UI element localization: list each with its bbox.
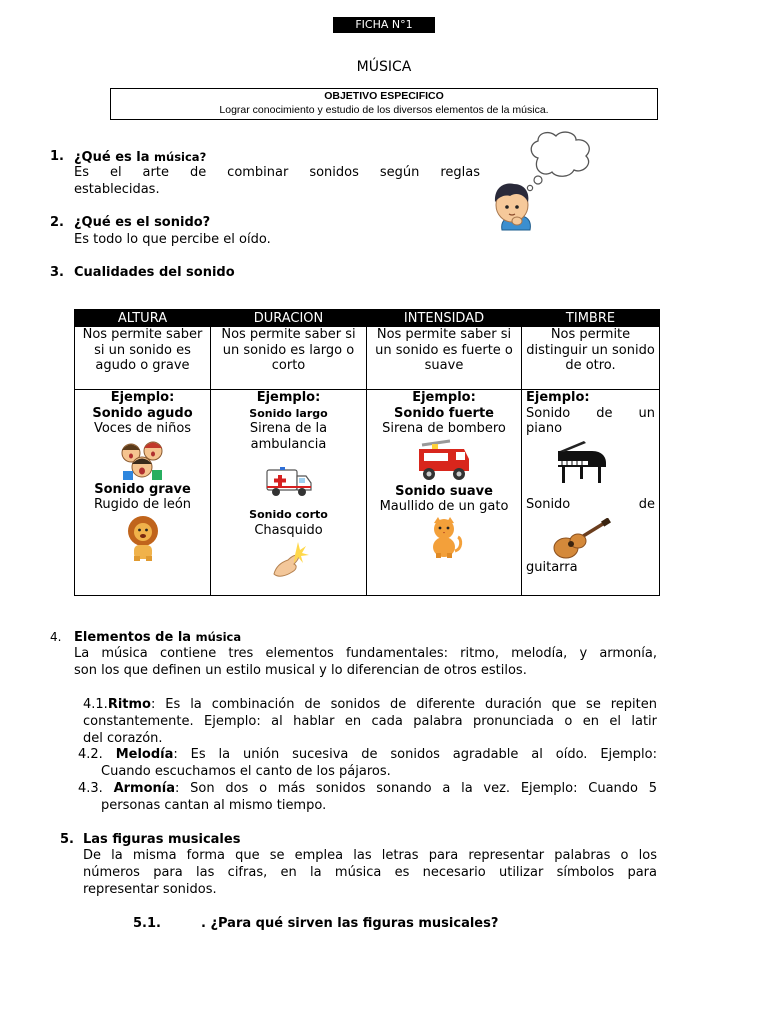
intensidad-ejemplo-label: Ejemplo: xyxy=(412,390,476,405)
q1-answer-line1: Es el arte de combinar sonidos según reglas xyxy=(74,165,480,180)
finger-snap-icon xyxy=(268,538,310,580)
cat-icon xyxy=(424,515,464,559)
sonido-largo-label: Sonido largo xyxy=(249,406,328,420)
ambulance-icon xyxy=(264,464,314,500)
q4-title-b: música xyxy=(195,630,242,644)
ritmo-line3: del corazón. xyxy=(83,731,163,746)
header-intensidad: INTENSIDAD xyxy=(367,310,522,327)
q5-line3: representar sonidos. xyxy=(83,882,217,897)
q5-number: 5. xyxy=(60,832,74,847)
sonido-agudo-label: Sonido agudo xyxy=(92,405,193,421)
fire-truck-icon xyxy=(416,439,472,483)
lion-icon xyxy=(123,513,163,563)
q1-number: 1. xyxy=(50,149,64,164)
page-title: MÚSICA xyxy=(356,59,412,75)
q5-line1: De la misma forma que se emplea las letras para representar palabras o los xyxy=(83,848,657,863)
melodia-line1 xyxy=(78,747,657,764)
q4-intro-line2: son los que definen un estilo musical y lo diferencian de otros estilos. xyxy=(74,663,527,678)
q2-number: 2. xyxy=(50,215,64,230)
sonido-largo-example: Sirena de la ambulancia xyxy=(249,421,328,452)
timbre-description: Nos permite distinguir un sonido de otro. xyxy=(522,327,660,390)
intensidad-examples xyxy=(367,390,522,596)
objetivo-title: OBJETIVO ESPECIFICO xyxy=(324,90,444,102)
q1-question-b: música? xyxy=(154,150,207,164)
timbre-ejemplo-label: Ejemplo: xyxy=(526,390,590,405)
sonido-guitarra-line2: guitarra xyxy=(526,560,578,575)
guitar-icon xyxy=(552,518,612,560)
timbre-examples xyxy=(522,390,660,596)
duracion-ejemplo-label: Ejemplo: xyxy=(256,390,321,405)
sonido-guitarra-line1: Sonido de xyxy=(526,496,655,512)
sonido-grave-label: Sonido grave xyxy=(94,481,191,497)
thinking-boy-icon xyxy=(486,130,606,242)
table-header-row xyxy=(75,310,660,327)
ritmo-label: Ritmo xyxy=(107,697,151,712)
sonido-grave-example: Rugido de león xyxy=(93,497,192,512)
sonido-agudo-example: Voces de niños xyxy=(93,421,192,436)
q5-line2: números para las cifras, en la música es necesario utilizar símbolos para xyxy=(83,865,657,880)
sonido-corto-label: Sonido corto xyxy=(249,508,328,521)
armonia-label: Armonía xyxy=(113,781,176,796)
q1-question-a: ¿Qué es la xyxy=(74,150,155,165)
table-row xyxy=(75,390,660,596)
q3-number: 3. xyxy=(50,265,64,280)
sonido-suave-example: Maullido de un gato xyxy=(379,499,509,514)
q1-answer-line2: establecidas. xyxy=(74,182,160,197)
altura-ejemplo-label: Ejemplo: xyxy=(110,390,175,405)
sound-qualities-table xyxy=(74,309,660,596)
altura-description: Nos permite saber si un sonido es agudo o grave xyxy=(75,327,211,390)
sonido-fuerte-label: Sonido fuerte xyxy=(394,405,494,421)
table-row xyxy=(75,327,660,390)
header-timbre: TIMBRE xyxy=(522,310,660,327)
sonido-piano-line2: piano xyxy=(526,421,563,436)
sonido-fuerte-example: Sirena de bombero xyxy=(382,421,506,436)
ficha-label: FICHA N°1 xyxy=(333,17,435,33)
header-duracion: DURACION xyxy=(211,310,367,327)
q2-answer: Es todo lo que percibe el oído. xyxy=(74,232,271,247)
armonia-line1 xyxy=(78,781,657,798)
q4-number: 4. xyxy=(50,630,62,644)
ritmo-line1 xyxy=(83,697,657,714)
ritmo-number: 4.1. xyxy=(83,697,108,712)
objetivo-text: Lograr conocimiento y estudio de los diversos elementos de la música. xyxy=(219,104,549,116)
melodia-number: 4.2. xyxy=(78,747,103,762)
q2-question: ¿Qué es el sonido? xyxy=(74,215,211,230)
altura-examples xyxy=(75,390,211,596)
sonido-corto-example: Chasquido xyxy=(254,522,323,538)
q5-sub-number: 5.1. xyxy=(133,916,161,931)
children-singing-icon xyxy=(118,437,168,481)
q4-title xyxy=(74,629,241,647)
sonido-suave-label: Sonido suave xyxy=(395,483,493,499)
q3-question: Cualidades del sonido xyxy=(74,265,235,280)
duracion-description: Nos permite saber si un sonido es largo o corto xyxy=(211,327,367,390)
q5-sub-question: . ¿Para qué sirven las figuras musicales? xyxy=(201,916,499,931)
armonia-line2: personas cantan al mismo tiempo. xyxy=(101,798,327,813)
ritmo-text1: : Es la combinación de sonidos de diferente duración que se repiten xyxy=(150,697,657,712)
ritmo-line2: constantemente. Ejemplo: al hablar en cada palabra pronunciada o en el latir xyxy=(83,714,657,729)
header-altura: ALTURA xyxy=(75,310,211,327)
q5-title: Las figuras musicales xyxy=(83,832,241,847)
objetivo-box xyxy=(110,88,658,120)
armonia-number: 4.3. xyxy=(78,781,103,796)
armonia-text1: : Son dos o más sonidos sonando a la vez. Ejemplo: Cuando 5 xyxy=(175,781,657,796)
q4-title-a: Elementos de la xyxy=(74,630,196,645)
duracion-examples xyxy=(211,390,367,596)
melodia-label: Melodía xyxy=(115,747,174,762)
q1-question xyxy=(74,149,206,167)
q4-intro-line1: La música contiene tres elementos fundamentales: ritmo, melodía, y armonía, xyxy=(74,646,657,661)
melodia-line2: Cuando escuchamos el canto de los pájaros. xyxy=(101,764,391,779)
melodia-text1: : Es la unión sucesiva de sonidos agradable al oído. Ejemplo: xyxy=(173,747,657,762)
piano-icon xyxy=(554,439,610,487)
sonido-piano-line1: Sonido de un xyxy=(526,405,655,421)
intensidad-description: Nos permite saber si un sonido es fuerte o suave xyxy=(367,327,522,390)
